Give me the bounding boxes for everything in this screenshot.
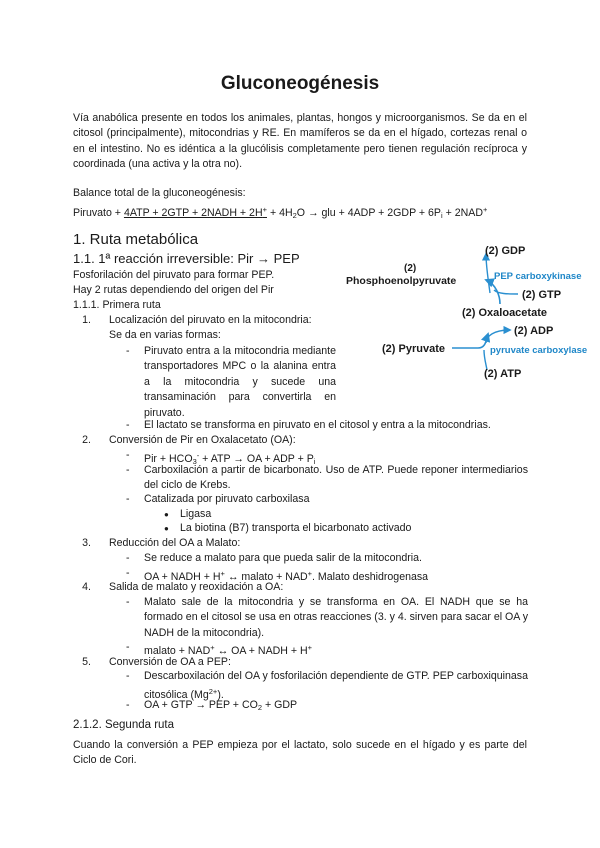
list-item: El lactato se transforma en piruvato en el citosol y entra a la mitocondrias. <box>144 419 491 431</box>
step-title: Reducción del OA a Malato: <box>109 537 241 549</box>
adp-label: (2) ADP <box>514 325 554 337</box>
route2-heading: 2.1.2. Segunda ruta <box>73 719 175 731</box>
pepck-description: Descarboxilación del OA y fosforilación dependiente de GTP. PEP carboxiquinasa citosólica $(Mg^{2+})$. <box>144 670 528 702</box>
step-number: 4. <box>82 581 91 593</box>
section-heading: 1. Ruta metabólica <box>73 231 199 248</box>
pyruvate-to-pep-diagram <box>340 238 600 388</box>
dash-bullet: - <box>126 699 130 711</box>
dash-bullet: - <box>126 345 130 357</box>
dash-bullet: - <box>126 641 130 653</box>
dash-bullet: - <box>126 552 130 564</box>
step-number: 2. <box>82 434 91 446</box>
list-item: Carboxilación a partir de bicarbonato. Uso de ATP. Puede reponer intermediarios del ciclo de Krebs. <box>144 464 528 492</box>
eq-h2o-sub: 2 <box>292 211 297 220</box>
step-title: Conversión de Pir en Oxalacetato (OA): <box>109 434 296 446</box>
route2-text: Cuando la conversión a PEP empieza por el lactato, solo sucede en el hígado y es parte del Ciclo de Cori. <box>73 739 527 767</box>
list-item: Se reduce a malato para que pueda salir de la mitocondria. <box>144 552 422 564</box>
balance-label: Balance total de la gluconeogénesis: <box>73 187 246 199</box>
reaction-oa-pep: OA + GTP → PEP + $CO_2$ + GDP <box>144 699 298 712</box>
reaction-malato-oa: malato + NAD+ ↔ OA + NADH + H+ <box>144 643 313 657</box>
dash-bullet: - <box>126 670 130 682</box>
eq-end: O → glu + 4ADP + 2GDP + 6P <box>296 207 441 219</box>
dot-bullet: ● <box>164 524 169 533</box>
step-title: Conversión de OA a PEP: <box>109 656 231 668</box>
pep-count-label: (2) <box>404 263 417 274</box>
route1-heading: 1.1.1. Primera ruta <box>73 299 161 311</box>
eq-underlined <box>124 207 267 219</box>
eq-mid: + 4H <box>267 207 293 219</box>
arrow-pyr-oaa <box>452 334 488 348</box>
balance-equation <box>73 202 543 223</box>
step-number: 3. <box>82 537 91 549</box>
gtp-label: (2) GTP <box>522 289 562 301</box>
subsection-heading: 1.1. 1ª reacción irreversible: Pir → PEP <box>73 251 300 266</box>
eq-nad-sup: + <box>483 205 488 214</box>
bullet-item: La biotina (B7) transporta el bicarbonato activado <box>180 522 412 534</box>
eq-start: Piruvato + <box>73 207 124 219</box>
bullet-item: Ligasa <box>180 508 212 520</box>
arrow-to-gdp <box>486 254 490 293</box>
dash-bullet: - <box>126 567 130 579</box>
step-title: Salida de malato y reoxidación a OA: <box>109 581 284 593</box>
eq-tail: + 2NAD <box>442 207 483 219</box>
pc-label: pyruvate carboxylase <box>490 345 588 356</box>
step-number: 5. <box>82 656 91 668</box>
pep-label: Phosphoenolpyruvate <box>346 275 457 287</box>
arrow-to-adp <box>486 330 510 343</box>
oaa-label: (2) Oxaloacetate <box>462 307 547 319</box>
page-title: Gluconeogénesis <box>220 73 380 94</box>
step-number: 1. <box>82 314 91 326</box>
dash-bullet: - <box>126 449 130 461</box>
gdp-label: (2) GDP <box>485 245 526 257</box>
dash-bullet: - <box>126 464 130 476</box>
pepck-label: PEP carboxykinase <box>494 271 582 282</box>
text-line: Fosforilación del piruvato para formar PEP. <box>73 269 275 281</box>
reaction-pir-oa: Pir + $HCO_3^-$ + ATP → OA + ADP + $P_i$ <box>144 451 316 466</box>
text-line: Hay 2 rutas dependiendo del origen del Pir <box>73 284 274 296</box>
reaction-oa-malato: OA + NADH + H+ ↔ malato + NAD+. Malato deshidrogenasa <box>144 569 429 583</box>
eq-pi-sub: i <box>440 211 443 220</box>
list-item: Piruvato entra a la mitocondria mediante transportadores MPC o la alanina entra a la mitocondria y sucede una transaminación para convertirla en piruvato. <box>144 345 336 419</box>
dash-bullet: - <box>126 596 130 608</box>
intro-paragraph: Vía anabólica presente en todos los animales, plantas, hongos y microorganismos. Se da en el citosol (principalmente), mitocondrias y RE. En mamíferos se da en el hígado, cortezas renal o en el intestino. No es idéntica a la glucólisis completamente pero tienen regulación recíproca y coordinada (una activa y la otra no). <box>73 112 527 171</box>
dash-bullet: - <box>126 419 130 431</box>
eq-underlined-text: 4ATP + 2GTP + 2NADH + 2H <box>123 207 263 219</box>
atp-label: (2) ATP <box>484 368 522 380</box>
dash-bullet: - <box>126 493 130 505</box>
step-title: Localización del piruvato en la mitocondria: <box>109 314 312 326</box>
arrow-from-atp <box>484 350 487 370</box>
pyruvate-label: (2) Pyruvate <box>382 343 445 355</box>
list-item: Malato sale de la mitocondria y se transforma en OA. El NADH que se ha formado en el citosol se usa en otras reacciones (3. y 4. sirven para sacar el OA y NADH de la mitocondria). <box>144 596 528 639</box>
eq-hplus-sup: + <box>262 205 267 214</box>
list-item: Catalizada por piruvato carboxilasa <box>144 493 310 505</box>
step-sub: Se da en varias formas: <box>109 329 221 341</box>
dot-bullet: ● <box>164 510 169 519</box>
